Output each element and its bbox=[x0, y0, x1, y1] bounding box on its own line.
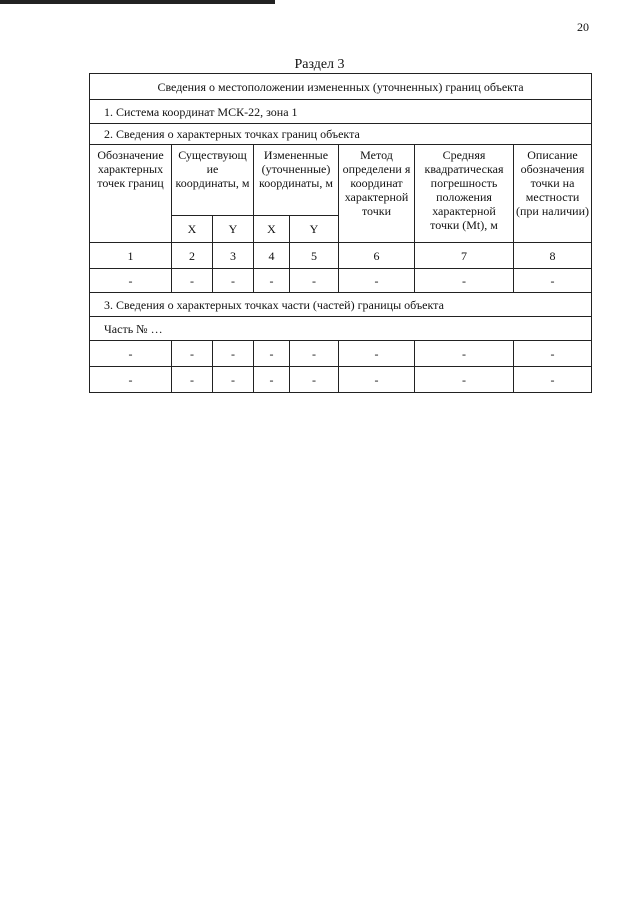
subsection-2-title: 2. Сведения о характерных точках границ объекта bbox=[90, 124, 592, 145]
table-cell: - bbox=[415, 341, 514, 367]
header-y-changed: Y bbox=[290, 216, 339, 243]
part-label: Часть № … bbox=[90, 317, 592, 341]
table-cell: - bbox=[254, 269, 290, 293]
table-cell: - bbox=[172, 269, 213, 293]
column-number: 2 bbox=[172, 243, 213, 269]
page-number: 20 bbox=[577, 20, 589, 34]
column-number: 3 bbox=[213, 243, 254, 269]
table-cell: - bbox=[339, 269, 415, 293]
table-cell: - bbox=[514, 269, 592, 293]
table-cell: - bbox=[90, 367, 172, 393]
table-cell: - bbox=[254, 367, 290, 393]
header-existing: Существующ ие координаты, м bbox=[172, 145, 254, 216]
table-cell: - bbox=[90, 269, 172, 293]
scan-edge-bar bbox=[0, 0, 275, 4]
column-number: 5 bbox=[290, 243, 339, 269]
subsection-3-title: 3. Сведения о характерных точках части (частей) границы объекта bbox=[90, 293, 592, 317]
table-cell: - bbox=[290, 269, 339, 293]
table-row bbox=[90, 341, 592, 367]
table-cell: - bbox=[290, 341, 339, 367]
table-cell: - bbox=[213, 367, 254, 393]
table-cell: - bbox=[90, 341, 172, 367]
column-number: 1 bbox=[90, 243, 172, 269]
header-y-existing: Y bbox=[213, 216, 254, 243]
table-cell: - bbox=[415, 367, 514, 393]
table-cell: - bbox=[339, 367, 415, 393]
column-number: 6 bbox=[339, 243, 415, 269]
header-designation: Обозначение характерных точек границ bbox=[90, 145, 172, 243]
table-cell: - bbox=[514, 367, 592, 393]
column-number: 8 bbox=[514, 243, 592, 269]
table-cell: - bbox=[254, 341, 290, 367]
table-cell: - bbox=[339, 341, 415, 367]
column-number: 7 bbox=[415, 243, 514, 269]
table-cell: - bbox=[172, 341, 213, 367]
table-cell: - bbox=[213, 341, 254, 367]
header-description: Описание обозначения точки на местности (при наличии) bbox=[514, 145, 592, 243]
table-row bbox=[90, 367, 592, 393]
header-x-changed: X bbox=[254, 216, 290, 243]
table-row bbox=[90, 269, 592, 293]
header-error: Средняя квадратическая погрешность положения характерной точки (Mt), м bbox=[415, 145, 514, 243]
table-title: Сведения о местоположении измененных (уточненных) границ объекта bbox=[90, 74, 592, 100]
table-cell: - bbox=[172, 367, 213, 393]
header-changed: Измененные (уточненные) координаты, м bbox=[254, 145, 339, 216]
table-cell: - bbox=[213, 269, 254, 293]
table-cell: - bbox=[290, 367, 339, 393]
column-number: 4 bbox=[254, 243, 290, 269]
table-cell: - bbox=[514, 341, 592, 367]
table-cell: - bbox=[415, 269, 514, 293]
section-title: Раздел 3 bbox=[294, 57, 345, 72]
boundaries-table bbox=[89, 73, 592, 393]
header-x-existing: X bbox=[172, 216, 213, 243]
column-numbers-row bbox=[90, 243, 592, 269]
header-method: Метод определени я координат характерной точки bbox=[339, 145, 415, 243]
coord-system: 1. Система координат МСК-22, зона 1 bbox=[90, 100, 592, 124]
